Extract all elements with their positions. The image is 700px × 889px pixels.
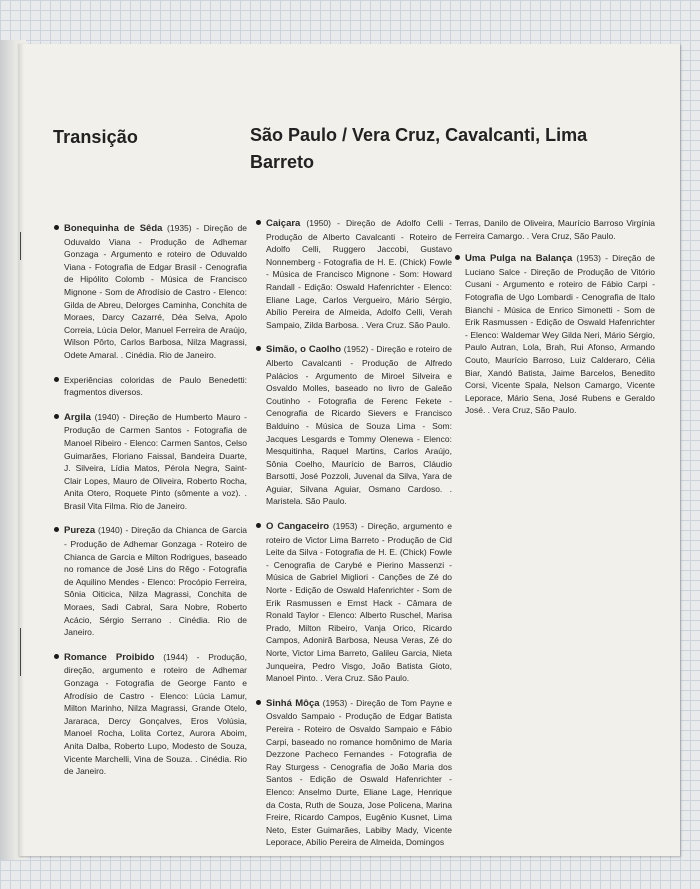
film-credits: - Direção de Oduvaldo Viana - Produção de Adhemar Gonzaga - Argumento e roteiro de Oduvaldo Viana - Fotografia de Edgar Brasil - Cenografia de Hipólito Colomb - Música de Francisco Mignone - Som de Afrodísio de Castro - Elenco: Gilda de Abreu, Delorges Caminha, Conchita de Moraes, Darcy Cazarré, Déa Selva, Apolo Correia, Lúcia Delor, Manuel Ferreira de Araújo, Wilson Pôrto, Carlos Barbosa, Nilza Magrassi, Odete Amaral. . Cinédia. Rio de Janeiro. — [64, 223, 247, 360]
film-title: Romance Proibido — [64, 651, 155, 663]
bullet-icon — [256, 523, 261, 528]
continued-credits: Terras, Danilo de Oliveira, Maurício Barroso Virgínia Ferreira Camargo. . Vera Cruz, São Paulo. — [455, 218, 655, 241]
film-title: O Cangaceiro — [266, 521, 330, 533]
film-credits: - Direção e roteiro de Alberto Cavalcanti - Produção de Alfredo Palácios - Argumento de Miroel Silveira e Osvaldo Molles, baseado no livro de Galeão Coutinho - Fotografia de Ferenc Fekete - Cenografia de Ricardo Sievers e Francisco Balduino - Música de Souza Lima - Som: Jacques Lesgards e Tommy Olenewa - Elenco: Mesquitinha, Raquel Martins, Carlos Araújo, Sônia Coelho, Maurício de Barros, Cláudio Barsotti, José Pozzoli, Juvenal da Silva, Yara de Aguiar, Silvana Aguiar, Osmano Cardoso. . Maristela. São Paulo. — [266, 344, 452, 507]
film-year: (1940) — [98, 525, 123, 536]
film-credits: - Direção de Humberto Mauro - Produção de Carmen Santos - Fotografia de Manoel Ribeiro - Elenco: Carmen Santos, Celso Guimarães, Floriano Faissal, Bandeira Duarte, J. Silveira, Lídia Matos, Pérola Negra, Saint-Clair Lopes, Mauro de Oliveira, Roberto Rocha, Anita Otero, Roquete Pinto (sômente a voz). . Brasil Vita Filma. Rio de Janeiro. — [64, 411, 247, 511]
film-entry — [54, 524, 247, 638]
film-year: (1953) — [332, 521, 358, 532]
film-credits: - Direção da Chianca de Garcia - Produção de Adhemar Gonzaga - Roteiro de Chianca de Garcia e Milton Rodrigues, baseado no romance de José Lins do Rêgo - Fotografia de Aquilino Mendes - Elenco: Procópio Ferreira, Sônia Oiticica, Nilza Magrassi, Conchita de Moraes, Sadi Cabral, Sara Nobre, Roberto Acácio, Sérgio Serrano . Cinédia. Rio de Janeiro. — [64, 525, 247, 638]
margin-mark — [20, 656, 21, 676]
column-left — [54, 222, 247, 790]
film-year: (1944) — [163, 651, 188, 662]
bullet-icon — [54, 414, 59, 419]
margin-mark — [20, 628, 21, 656]
film-entry — [256, 343, 452, 508]
page-title: São Paulo / Vera Cruz, Cavalcanti, Lima Barreto — [250, 125, 588, 172]
column-middle — [256, 217, 452, 861]
film-entry — [54, 411, 247, 513]
film-title: Simão, o Caolho — [266, 344, 342, 356]
bullet-icon — [256, 700, 261, 705]
film-year: (1953) — [322, 697, 348, 708]
film-year: (1950) — [306, 218, 331, 228]
film-entry — [54, 222, 247, 362]
film-entry — [256, 217, 452, 331]
film-credits: - Direção de Adolfo Celli - Produção de Alberto Cavalcanti - Roteiro de Adolfo Celli, Ruggero Jaccobi, Gustavo Nonnemberg - Fotografia de H. E. (Chick) Fowle - Música de Francisco Mignone - Som: Howard Randall - Edição: Oswald Hafenrichter - Elenco: Eliane Lage, Carlos Vergueiro, Mário Sérgio, Abílio Pereira de Almeida, Adolfo Celli, Verah Sampaio, Zilda Barbosa. . Vera Cruz. São Paulo. — [266, 218, 452, 330]
section-title: Transição — [53, 127, 138, 147]
film-credits: - Produção, direção, argumento e roteiro de Adhemar Gonzaga - Fotografia de George Fanto e Afrodísio de Castro - Elenco: Lúcia Lamur, Milton Marinho, Nilza Magrassi, Grande Otelo, Jararaca, Dercy Gonçalves, Eros Volúsia, Manoel Rocha, Lolita Cortez, Aurora Aboim, Anita Dalba, Roberto Lupo, Modesto de Souza, Vicente Marchelli, Vina de Souza. . Cinédia. Rio de Janeiro. — [64, 651, 247, 777]
film-entry — [256, 697, 452, 849]
bullet-icon — [455, 255, 460, 260]
film-year: (1940) — [94, 411, 120, 422]
film-credits: - Direção, argumento e roteiro de Victor Lima Barreto - Produção de Cid Leite da Silva - Fotografia de H. E. (Chick) Fowle - Cenografia de Carybé e Pierino Massenzi - Música de Gabriel Migliori - Canções de Zé do Norte - Edição de Oswald Hafenrichter - Som de Erik Rasmussen e Ernst Hack - Câmara de Ronald Taylor - Elenco: Alberto Ruschel, Marisa Prado, Milton Ribeiro, Vanja Orico, Ricardo Campos, Adoniră Barbosa, Neusa Veras, Zé do Norte, Victor Lima Barreto, Galileu Garcia, Nieta Junqueira, Pedro Visgo, João Batista Gioto, Manoel Pinto. . Vera Cruz. São Paulo. — [266, 521, 452, 684]
note-entry — [54, 374, 247, 399]
film-entry — [455, 252, 655, 417]
film-credits: - Direção de Luciano Salce - Direção de Produção de Vitório Cusani - Argumento e roteiro de Fábio Carpi - Fotografia de Ugo Lombardi - Cenografia de Italo Bianchi - Música de Enrico Simonetti - Som de Erik Rasmussen - Edição de Oswald Hafenrichter - Elenco: Waldemar Wey Gilda Neri, Mário Sérgio, Paulo Autran, Lola, Brah, Rui Afonso, Armando Couto, Maurício Barroso, Luiz Calderaro, Célia Biar, Xandó Batista, Jaime Barcelos, Benedito Corsi, Vicente Spala, Nelson Camargo, Vicente Leporace, Mário Sena, José Rubens e Geraldo José. . Vera Cruz, São Paulo. — [465, 253, 655, 416]
column-right — [455, 217, 655, 429]
film-title: Argila — [64, 411, 91, 423]
film-year: (1953) — [576, 253, 601, 264]
bullet-icon — [54, 225, 59, 230]
film-title: Bonequinha de Sêda — [64, 223, 163, 234]
film-title: Sinhá Môça — [266, 697, 320, 709]
film-year: (1935) — [167, 223, 192, 233]
bullet-icon — [54, 377, 59, 382]
bullet-icon — [54, 654, 59, 659]
margin-mark — [20, 232, 21, 260]
note-text: Experiências coloridas de Paulo Benedetti: fragmentos diversos. — [64, 374, 247, 398]
film-credits: - Direção de Tom Payne e Osvaldo Sampaio - Produção de Edgar Batista Pereira - Roteiro de Osvaldo Sampaio e Fábio Carpi, baseado no romance homônimo de Maria Dezzone Pacheco Fernandes - Fotografia de Ray Sturgess - Cenografia de João Maria dos Santos - Edição de Oswald Hafenrichter - Elenco: Anselmo Durte, Eliane Lage, Henrique da Costa, Ruth de Souza, Jose Policena, Marina Freire, Ricardo Campos, Eugênio Kusnet, Lima Neto, Ester Guimarães, Labiby Mady, Vicente Leporace, Abílio Pereira de Almeida, Domingos — [266, 697, 452, 848]
bullet-icon — [256, 346, 261, 351]
page-fold — [18, 44, 24, 856]
film-title: Uma Pulga na Balança — [465, 253, 573, 265]
film-title: Caiçara — [266, 218, 301, 229]
film-entry — [256, 520, 452, 685]
bullet-icon — [256, 220, 261, 225]
film-year: (1952) — [343, 344, 369, 355]
bullet-icon — [54, 527, 59, 532]
film-entry — [54, 651, 247, 778]
film-title: Pureza — [64, 525, 96, 537]
